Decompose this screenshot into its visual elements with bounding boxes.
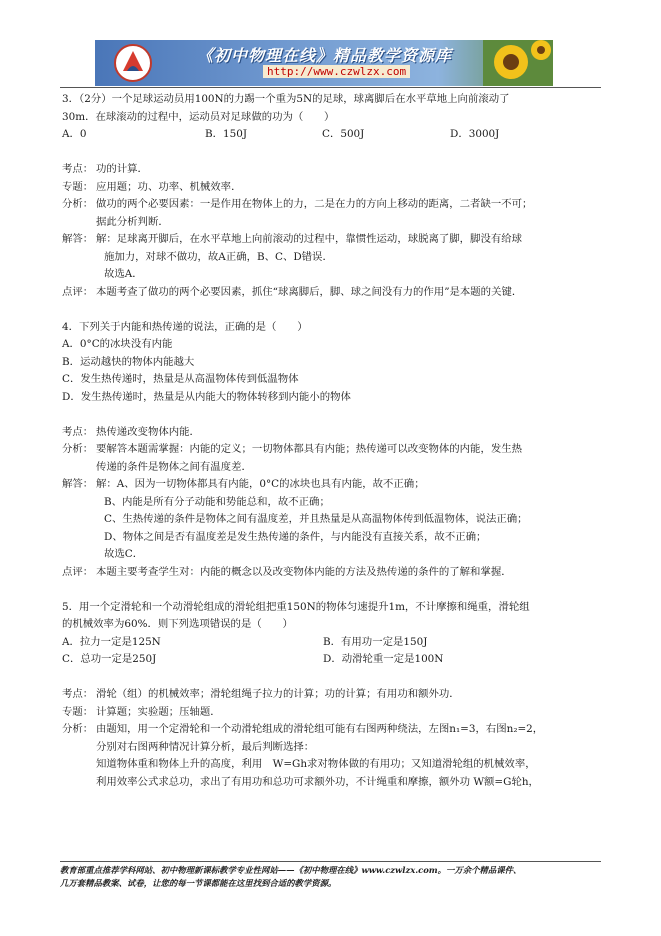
q5-fenxi-line: 知道物体重和物体上升的高度，利用 W=Gh求对物体做的有用功；又知道滑轮组的机械效率，	[96, 758, 536, 770]
q4-jieda-label: 解答：	[62, 478, 94, 490]
q5-fenxi-line: 利用效率公式求总功，求出了有用功和总功可求额外功，不计绳重和摩擦，额外功 W额=G轮h，	[96, 775, 539, 788]
q5-zhuanti-label: 专题：	[62, 705, 94, 718]
q3-dianping-label: 点评：	[62, 285, 94, 298]
q4-kaodian	[62, 424, 584, 442]
q5-fenxi-line: 分别对右图两种情况计算分析，最后判断选择：	[96, 740, 315, 753]
q3-stem-cont: 30m．在球滚动的过程中，运动员对足球做的功为（ ）	[62, 110, 335, 123]
q4-jieda-line: B、内能是所有分子动能和势能总和，故不正确；	[104, 495, 330, 508]
q3-zhuanti-label: 专题：	[62, 180, 94, 193]
q3-kaodian-label: 考点：	[62, 163, 94, 175]
q3-dianping	[62, 284, 584, 302]
q3-jieda-line: 施加力，对球不做功，故A正确，B、C、D错误．	[104, 250, 333, 263]
q3-fenxi-line: 做功的两个必要因素：一是作用在物体上的力，二是在力的方向上移动的距离，二者缺一不可；	[96, 198, 533, 210]
q5-fenxi-label: 分析：	[62, 723, 94, 735]
q4-dianping-label: 点评：	[62, 565, 94, 578]
q5-option-d: D．动滑轮重一定是100N	[323, 653, 444, 665]
q4-jieda-line: C、生热传递的条件是物体之间有温度差，并且热量是从高温物体传到低温物体，说法正确；	[104, 513, 528, 525]
q5-fenxi-line: 由题知，用一个定滑轮和一个动滑轮组成的滑轮组可能有右图两种绕法，左图n₁=3，右图n₂=2，	[96, 723, 544, 735]
q3-dianping-text: 本题考查了做功的两个必要因素，抓住“球离脚后，脚、球之间没有力的作用”是本题的关键．	[96, 285, 523, 298]
footer-line: 教育部重点推荐学科网站、初中物理新课标教学专业性网站——《初中物理在线》www.czwlzx.com。一万余个精品课件、	[60, 865, 522, 875]
q4-fenxi-line: 传递的条件是物体之间有温度差．	[96, 460, 252, 473]
q5-zhuanti	[62, 704, 584, 722]
q3-jieda	[62, 231, 584, 284]
sunflower-image-icon	[483, 40, 553, 86]
q4-stem: 4．下列关于内能和热传递的说法，正确的是（ ）	[62, 320, 308, 333]
q3-zhuanti-text: 应用题；功、功率、机械效率．	[96, 180, 242, 193]
q4-option-a: A．0°C的冰块没有内能	[62, 338, 173, 350]
site-url[interactable]: http://www.czwlzx.com	[263, 65, 410, 78]
q3-zhuanti	[62, 179, 584, 197]
site-logo-icon	[113, 43, 153, 83]
q4-dianping	[62, 564, 584, 582]
q3-jieda-line: 解：足球离开脚后，在水平草地上向前滚动的过程中，靠惯性运动，球脱离了脚，脚没有给球	[96, 233, 523, 245]
q4-fenxi-label: 分析：	[62, 443, 94, 455]
document-body	[62, 91, 584, 791]
q3-options	[62, 126, 584, 144]
q4-jieda-line: 故选C．	[104, 548, 144, 560]
q5-kaodian-label: 考点：	[62, 688, 94, 700]
q3-stem: 3．（2分）一个足球运动员用100N的力踢一个重为5N的足球，球离脚后在水平草地上向前滚动了	[62, 93, 510, 105]
q4-option-c: C．发生热传递时，热量是从高温物体传到低温物体	[62, 373, 299, 385]
q3-option-d: D．3000J	[450, 128, 500, 140]
q3-option-b: B．150J	[205, 128, 248, 140]
q4-kaodian-text: 热传递改变物体内能．	[96, 425, 200, 438]
q5-stem-cont: 的机械效率为60%．则下列选项错误的是（ ）	[62, 618, 293, 630]
q5-kaodian	[62, 686, 584, 704]
site-title: 《初中物理在线》精品教学资源库	[197, 46, 453, 65]
q3-kaodian-text: 功的计算．	[96, 163, 148, 175]
q4-option-d: D．发生热传递时，热量是从内能大的物体转移到内能小的物体	[62, 390, 351, 403]
q4-option-b: B．运动越快的物体内能越大	[62, 355, 195, 368]
q4-fenxi	[62, 441, 584, 476]
header-banner	[95, 40, 553, 86]
q3-jieda-line: 故选A．	[104, 268, 143, 280]
q3-jieda-label: 解答：	[62, 233, 94, 245]
q4-jieda	[62, 476, 584, 564]
q5-stem: 5．用一个定滑轮和一个动滑轮组成的滑轮组把重150N的物体匀速提升1m，不计摩擦和绳重，滑轮组	[62, 600, 530, 613]
q4-fenxi-line: 要解答本题需掌握：内能的定义；一切物体都具有内能；热传递可以改变物体的内能，发生热	[96, 443, 523, 455]
q5-option-a: A．拉力一定是125N	[62, 635, 161, 648]
q3-option-c: C．500J	[322, 128, 365, 140]
q5-options-row2	[62, 651, 584, 669]
q4-jieda-line: 解：A、因为一切物体都具有内能，0°C的冰块也具有内能，故不正确；	[96, 478, 425, 490]
q4-dianping-text: 本题主要考查学生对：内能的概念以及改变物体内能的方法及热传递的条件的了解和掌握．	[96, 565, 512, 578]
q5-option-b: B．有用功一定是150J	[323, 635, 428, 648]
header-rule	[60, 87, 601, 88]
q5-fenxi	[62, 721, 584, 791]
q3-fenxi-line: 据此分析判断．	[96, 215, 169, 228]
footer-line: 几万套精品教案、试卷，让您的每一节课都能在这里找到合适的教学资源。	[60, 878, 337, 888]
page-footer	[60, 861, 601, 890]
q5-option-c: C．总功一定是250J	[62, 653, 157, 665]
q5-options-row1	[62, 634, 584, 652]
q5-kaodian-text: 滑轮（组）的机械效率；滑轮组绳子拉力的计算；功的计算；有用功和额外功．	[96, 688, 460, 700]
q4-kaodian-label: 考点：	[62, 425, 94, 438]
q3-fenxi	[62, 196, 584, 231]
q4-jieda-line: D、物体之间是否有温度差是发生热传递的条件，与内能没有直接关系，故不正确；	[104, 530, 487, 543]
q3-fenxi-label: 分析：	[62, 198, 94, 210]
q3-option-a: A．0	[62, 128, 87, 140]
q5-zhuanti-text: 计算题；实验题；压轴题．	[96, 705, 221, 718]
q3-kaodian	[62, 161, 584, 179]
